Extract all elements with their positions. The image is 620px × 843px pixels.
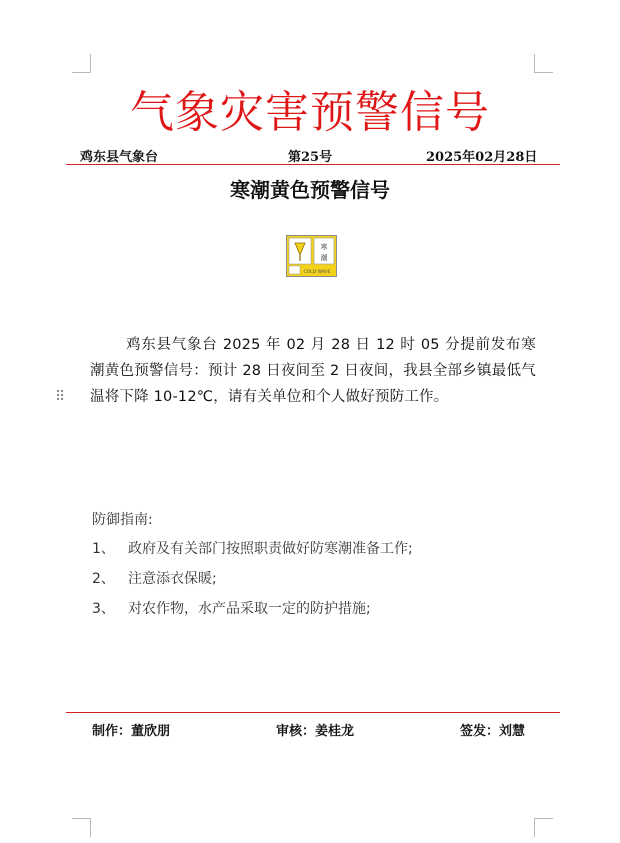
- footer-signer: 签发：刘慧: [460, 724, 526, 739]
- main-title: 气象灾害预警信号: [130, 87, 490, 138]
- signal-icon-label-1: 寒: [320, 243, 328, 251]
- guide-item-text: 注意添衣保暖;: [128, 571, 217, 587]
- footer-divider: [66, 712, 560, 713]
- cold-wave-yellow-warning-icon: [286, 235, 337, 277]
- issue-date: 2025年02月28日: [426, 150, 538, 165]
- signal-title: 寒潮黄色预警信号: [230, 178, 390, 202]
- signal-icon-sublabel: COLD WAVE: [303, 270, 331, 275]
- issuer-office: 鸡东县气象台: [80, 150, 159, 165]
- footer-maker: 制作：董欣朋: [92, 724, 171, 739]
- guide-item-text: 对农作物，水产品采取一定的防护措施;: [128, 601, 371, 617]
- crop-mark-top-left: [72, 54, 91, 73]
- guide-item: [92, 568, 217, 588]
- header-divider: [66, 164, 560, 165]
- guide-item-number: 1、: [92, 541, 115, 557]
- drag-handle-icon[interactable]: ⠿: [55, 389, 66, 405]
- guide-item-text: 政府及有关部门按照职责做好防寒潮准备工作;: [128, 541, 413, 557]
- issue-number: 第25号: [288, 150, 333, 165]
- warning-body-text: 鸡东县气象台 2025 年 02 月 28 日 12 时 05 分提前发布寒潮黄色预警信号：预计 28 日夜间至 2 日夜间，我县全部乡镇最低气温将下降 10-12℃，请有关单位和个人做好预防工作。: [90, 337, 536, 405]
- signal-icon-label-2: 潮: [320, 254, 328, 262]
- guide-item: [92, 538, 413, 558]
- guide-heading: 防御指南:: [92, 512, 153, 528]
- crop-mark-bottom-right: [534, 818, 553, 837]
- guide-item: [92, 598, 371, 618]
- guide-item-number: 2、: [92, 571, 115, 587]
- crop-mark-bottom-left: [72, 818, 91, 837]
- crop-mark-top-right: [534, 54, 553, 73]
- footer-reviewer: 审核：姜桂龙: [276, 724, 355, 739]
- guide-item-number: 3、: [92, 601, 115, 617]
